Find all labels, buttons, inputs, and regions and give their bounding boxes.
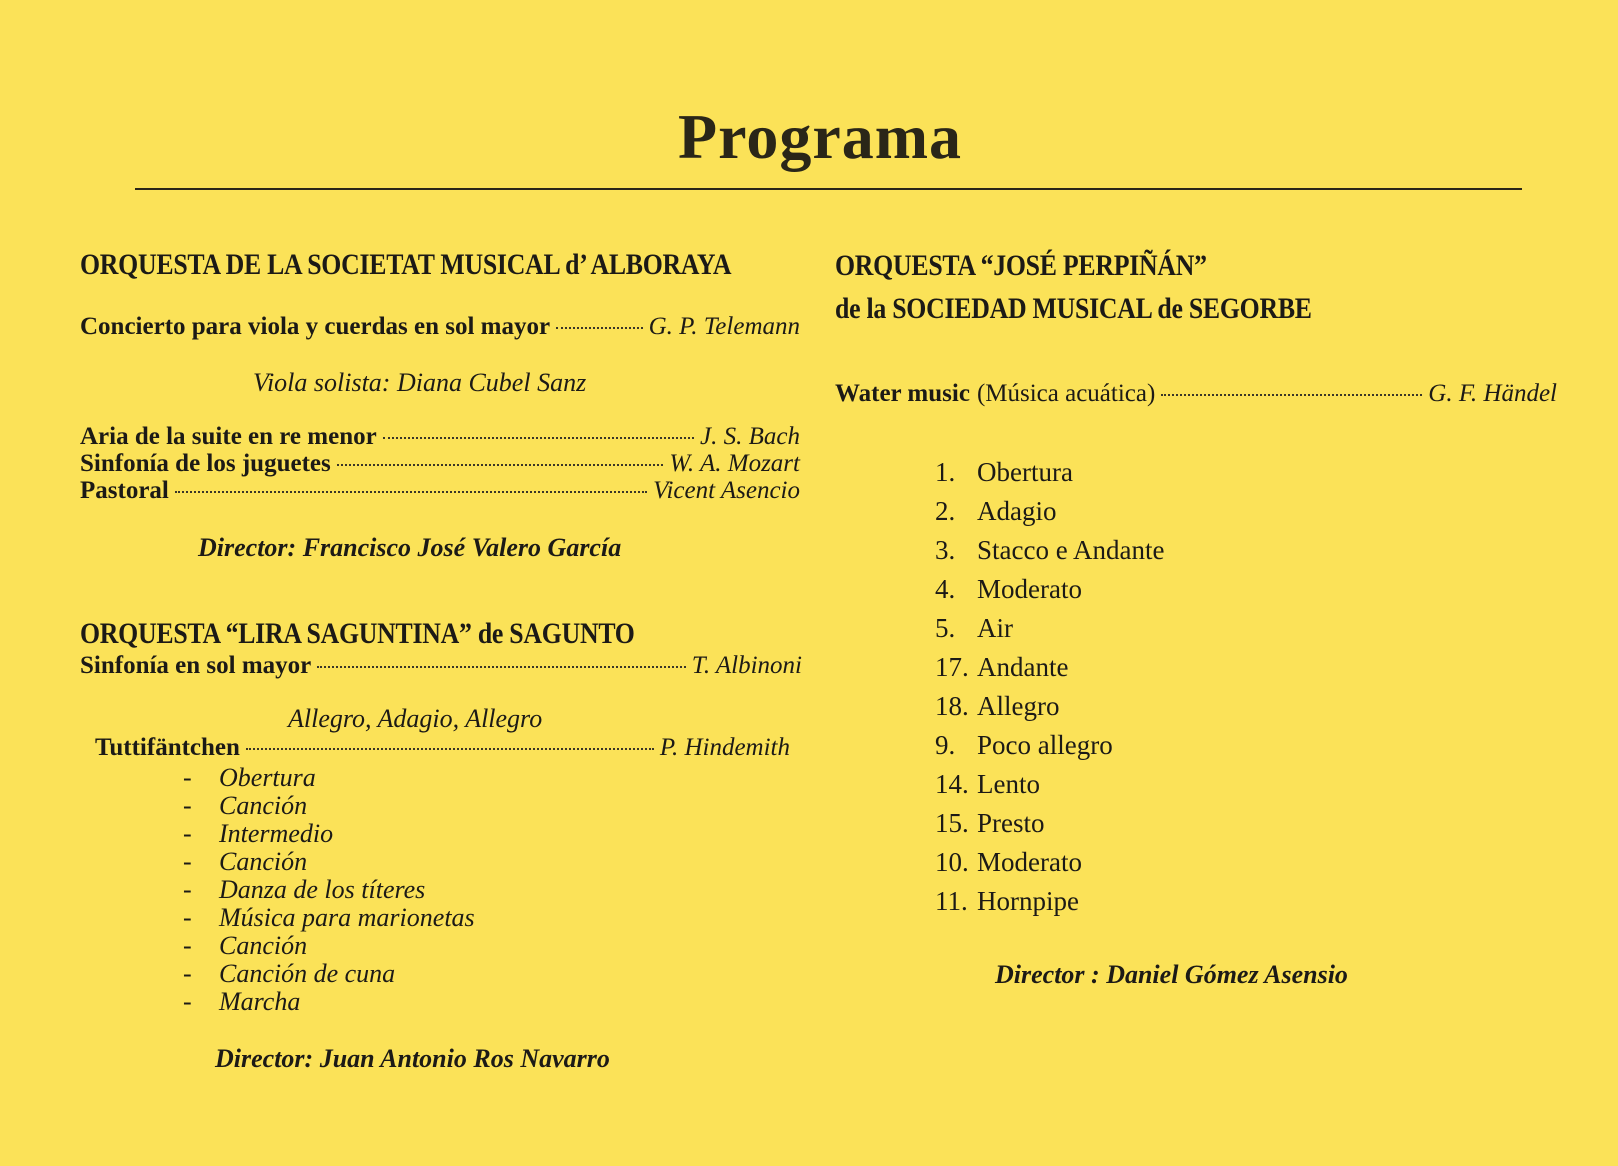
movement-item: - Canción: [183, 847, 308, 876]
movement-item: 11. Hornpipe: [935, 886, 1079, 916]
dot-leader: [1161, 394, 1422, 396]
director-credit: Director : Daniel Gómez Asensio: [995, 960, 1348, 989]
movement-item: 3. Stacco e Andante: [935, 535, 1165, 565]
composer-name: T. Albinoni: [691, 652, 802, 679]
composer-name: P. Hindemith: [659, 734, 790, 761]
orchestra-heading-alboraya: ORQUESTA DE LA SOCIETAT MUSICAL d’ ALBORAYA: [80, 248, 732, 281]
program-entry: [80, 423, 800, 451]
work-subtitle: (Música acuática): [976, 380, 1156, 407]
dot-leader: [556, 327, 643, 329]
dot-leader: [337, 464, 664, 466]
movements-note: Allegro, Adagio, Allegro: [288, 704, 543, 733]
work-title: Concierto para viola y cuerdas en sol mayor: [80, 313, 551, 340]
movement-item: 1. Obertura: [935, 457, 1073, 487]
composer-name: J. S. Bach: [700, 423, 800, 450]
composer-name: W. A. Mozart: [669, 450, 800, 477]
title-divider: [135, 188, 1522, 190]
program-entry: [80, 313, 800, 341]
work-title: Pastoral: [80, 477, 169, 504]
orchestra-heading-segorbe: ORQUESTA “JOSÉ PERPIÑÁN”: [835, 249, 1207, 282]
movement-item: - Canción de cuna: [183, 959, 396, 988]
director-credit: Director: Francisco José Valero García: [198, 533, 622, 562]
movement-item: 9. Poco allegro: [935, 730, 1113, 760]
program-entry: [80, 450, 800, 478]
composer-name: G. F. Händel: [1428, 380, 1557, 407]
program-entry: [835, 380, 1557, 408]
work-title: Sinfonía en sol mayor: [80, 652, 312, 679]
movement-item: - Música para marionetas: [183, 903, 475, 932]
movement-item: 5. Air: [935, 613, 1013, 643]
work-title: Water music: [835, 380, 970, 407]
dot-leader: [246, 748, 654, 750]
page-title: Programa: [677, 101, 963, 172]
movement-item: - Obertura: [183, 763, 316, 792]
orchestra-subheading-segorbe: de la SOCIEDAD MUSICAL de SEGORBE: [835, 292, 1312, 325]
movement-item: 10. Moderato: [935, 847, 1082, 877]
movement-item: - Intermedio: [183, 819, 334, 848]
soloist-note: Viola solista: Diana Cubel Sanz: [253, 368, 587, 397]
work-title: Tuttifäntchen: [95, 734, 240, 761]
movement-item: 2. Adagio: [935, 496, 1057, 526]
movement-item: - Canción: [183, 791, 308, 820]
dot-leader: [175, 491, 647, 493]
program-entry: [80, 652, 802, 680]
movement-item: 4. Moderato: [935, 574, 1082, 604]
movement-item: 17. Andante: [935, 652, 1069, 682]
dot-leader: [317, 666, 686, 668]
work-title: Aria de la suite en re menor: [80, 423, 377, 450]
movement-item: - Danza de los títeres: [183, 875, 426, 904]
composer-name: G. P. Telemann: [648, 313, 800, 340]
director-credit: Director: Juan Antonio Ros Navarro: [215, 1044, 610, 1073]
program-entry: [80, 477, 800, 505]
work-title: Sinfonía de los juguetes: [80, 450, 331, 477]
orchestra-heading-sagunto: ORQUESTA “LIRA SAGUNTINA” de SAGUNTO: [80, 617, 635, 650]
movement-item: - Canción: [183, 931, 308, 960]
movement-item: - Marcha: [183, 987, 301, 1016]
movement-item: 18. Allegro: [935, 691, 1060, 721]
movement-item: 14. Lento: [935, 769, 1040, 799]
program-entry: [95, 734, 790, 762]
composer-name: Vicent Asencio: [653, 477, 800, 504]
movement-item: 15. Presto: [935, 808, 1045, 838]
dot-leader: [383, 437, 694, 439]
